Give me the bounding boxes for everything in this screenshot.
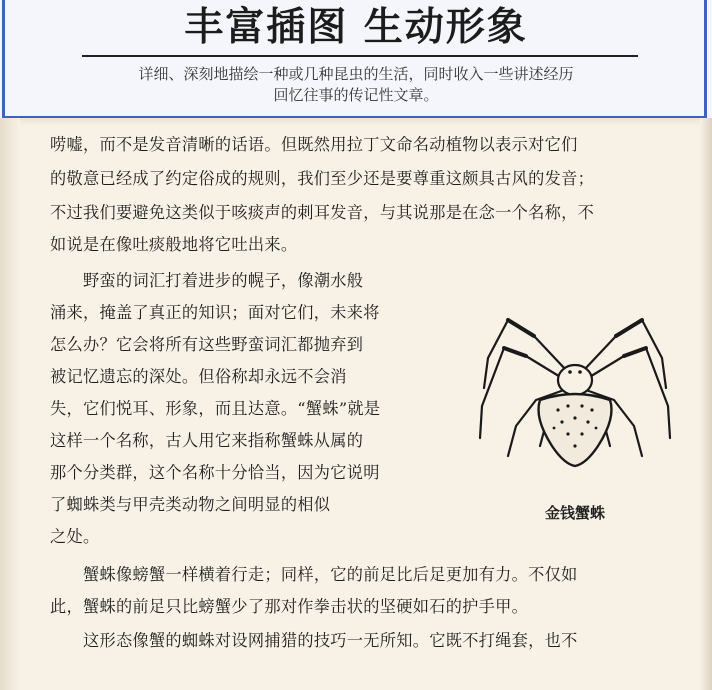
promo-header bbox=[0, 0, 712, 118]
crab-spider-icon bbox=[470, 288, 680, 503]
figure-caption: 金钱蟹蛛 bbox=[544, 504, 605, 522]
text-line: 那个分类群，这个名称十分恰当，因为它说明 bbox=[50, 463, 380, 482]
text-line: 这形态像蟹的蜘蛛对设网捕猎的技巧一无所知。它既不打绳套，也不 bbox=[83, 631, 578, 650]
text-line: 这样一个名称，古人用它来指称蟹蛛从属的 bbox=[50, 431, 364, 450]
subtitle-line-1: 详细、深刻地描绘一种或几种昆虫的生活，同时收入一些讲述经历 bbox=[138, 65, 574, 83]
text-line: 此，蟹蛛的前足只比螃蟹少了那对作拳击状的坚硬如石的护手甲。 bbox=[50, 597, 529, 616]
book-page bbox=[0, 118, 712, 690]
text-line: 蟹蛛像螃蟹一样横着行走；同样，它的前足比后足更加有力。不仅如 bbox=[83, 565, 578, 584]
text-line: 涌来，掩盖了真正的知识；面对它们，未来将 bbox=[50, 303, 380, 322]
text-line: 失，它们悦耳、形象，而且达意。“蟹蛛”就是 bbox=[50, 399, 381, 418]
page-gutter-shadow bbox=[0, 118, 20, 690]
page-top-shadow bbox=[0, 118, 712, 126]
text-line: 之处。 bbox=[50, 527, 100, 546]
text-line: 的敬意已经成了约定俗成的规则，我们至少还是要尊重这颇具古风的发音； bbox=[50, 169, 595, 188]
header-title: 丰富插图 生动形象 bbox=[184, 5, 528, 50]
text-line: 唠嘘，而不是发音清晰的话语。但既然用拉丁文命名动植物以表示对它们 bbox=[50, 135, 578, 154]
page-edge-shadow bbox=[700, 118, 712, 690]
text-line: 如说是在像吐痰般地将它吐出来。 bbox=[50, 235, 298, 254]
header-border bbox=[2, 0, 707, 119]
text-line: 不过我们要避免这类似于咳痰声的刺耳发音，与其说那是在念一个名称，不 bbox=[50, 203, 595, 222]
text-line: 怎么办？它会将所有这些野蛮词汇都抛弃到 bbox=[50, 335, 364, 354]
text-line: 被记忆遗忘的深处。但俗称却永远不会消 bbox=[50, 367, 347, 386]
text-line: 野蛮的词汇打着进步的幌子，像潮水般 bbox=[83, 271, 364, 290]
subtitle-line-2: 回忆往事的传记性文章。 bbox=[273, 86, 439, 104]
text-line: 了蜘蛛类与甲壳类动物之间明显的相似 bbox=[50, 495, 331, 514]
